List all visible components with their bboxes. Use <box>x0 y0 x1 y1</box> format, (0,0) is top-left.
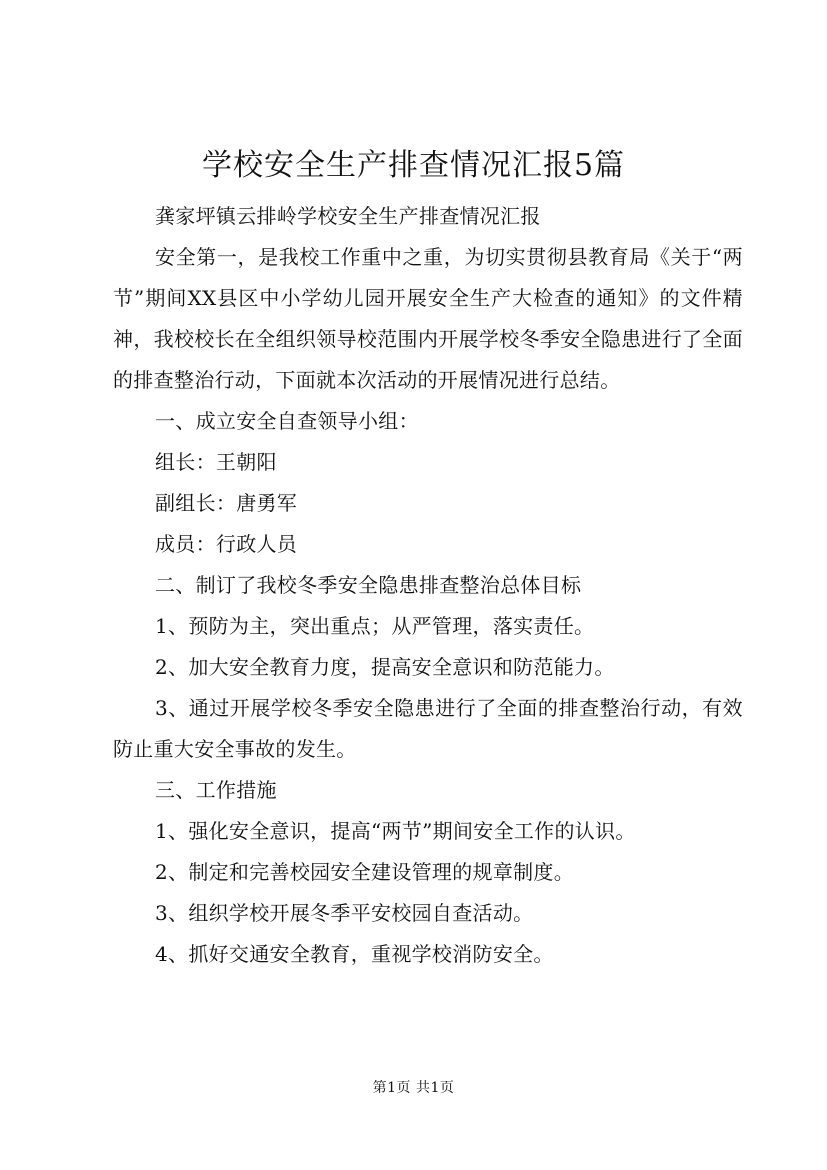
section-heading-1: 一、成立安全自查领导小组： <box>155 409 419 433</box>
page-footer: 第1页 共1页 <box>372 1080 455 1096</box>
list-item-measure-3: 3、组织学校开展冬季平安校园自查活动。 <box>155 901 534 925</box>
paragraph-deputy-leader: 副组长：唐勇军 <box>155 491 298 515</box>
section-heading-2: 二、制订了我校冬季安全隐患排查整治总体目标 <box>155 573 582 597</box>
list-item-measure-2: 2、制定和完善校园安全建设管理的规章制度。 <box>155 860 575 884</box>
paragraph-intro: 安全第一，是我校工作重中之重，为切实贯彻县教育局《关于“两节”期间XX县区中小学幼儿园开展安全生产大检查的通知》的文件精神，我校校长在全组织领导校范围内开展学校冬季安全隐患进行了全面的排查整治行动，下面就本次活动的开展情况进行总结。 <box>113 245 743 392</box>
list-item-goal-3: 3、通过开展学校冬季安全隐患进行了全面的排查整治行动，有效防止重大安全事故的发生。 <box>113 696 743 761</box>
section-heading-3: 三、工作措施 <box>155 778 277 802</box>
paragraph-subtitle: 龚家坪镇云排岭学校安全生产排查情况汇报 <box>155 204 541 228</box>
list-item-measure-1: 1、强化安全意识，提高“两节”期间安全工作的认识。 <box>155 819 636 843</box>
document-title: 学校安全生产排查情况汇报5篇 <box>201 148 626 183</box>
paragraph-leader: 组长：王朝阳 <box>155 450 277 474</box>
paragraph-members: 成员：行政人员 <box>155 532 298 556</box>
list-item-measure-4: 4、抓好交通安全教育，重视学校消防安全。 <box>155 942 554 966</box>
document-body <box>113 196 743 975</box>
list-item-goal-2: 2、加大安全教育力度，提高安全意识和防范能力。 <box>155 655 615 679</box>
list-item-goal-1: 1、预防为主，突出重点；从严管理，落实责任。 <box>155 614 595 638</box>
